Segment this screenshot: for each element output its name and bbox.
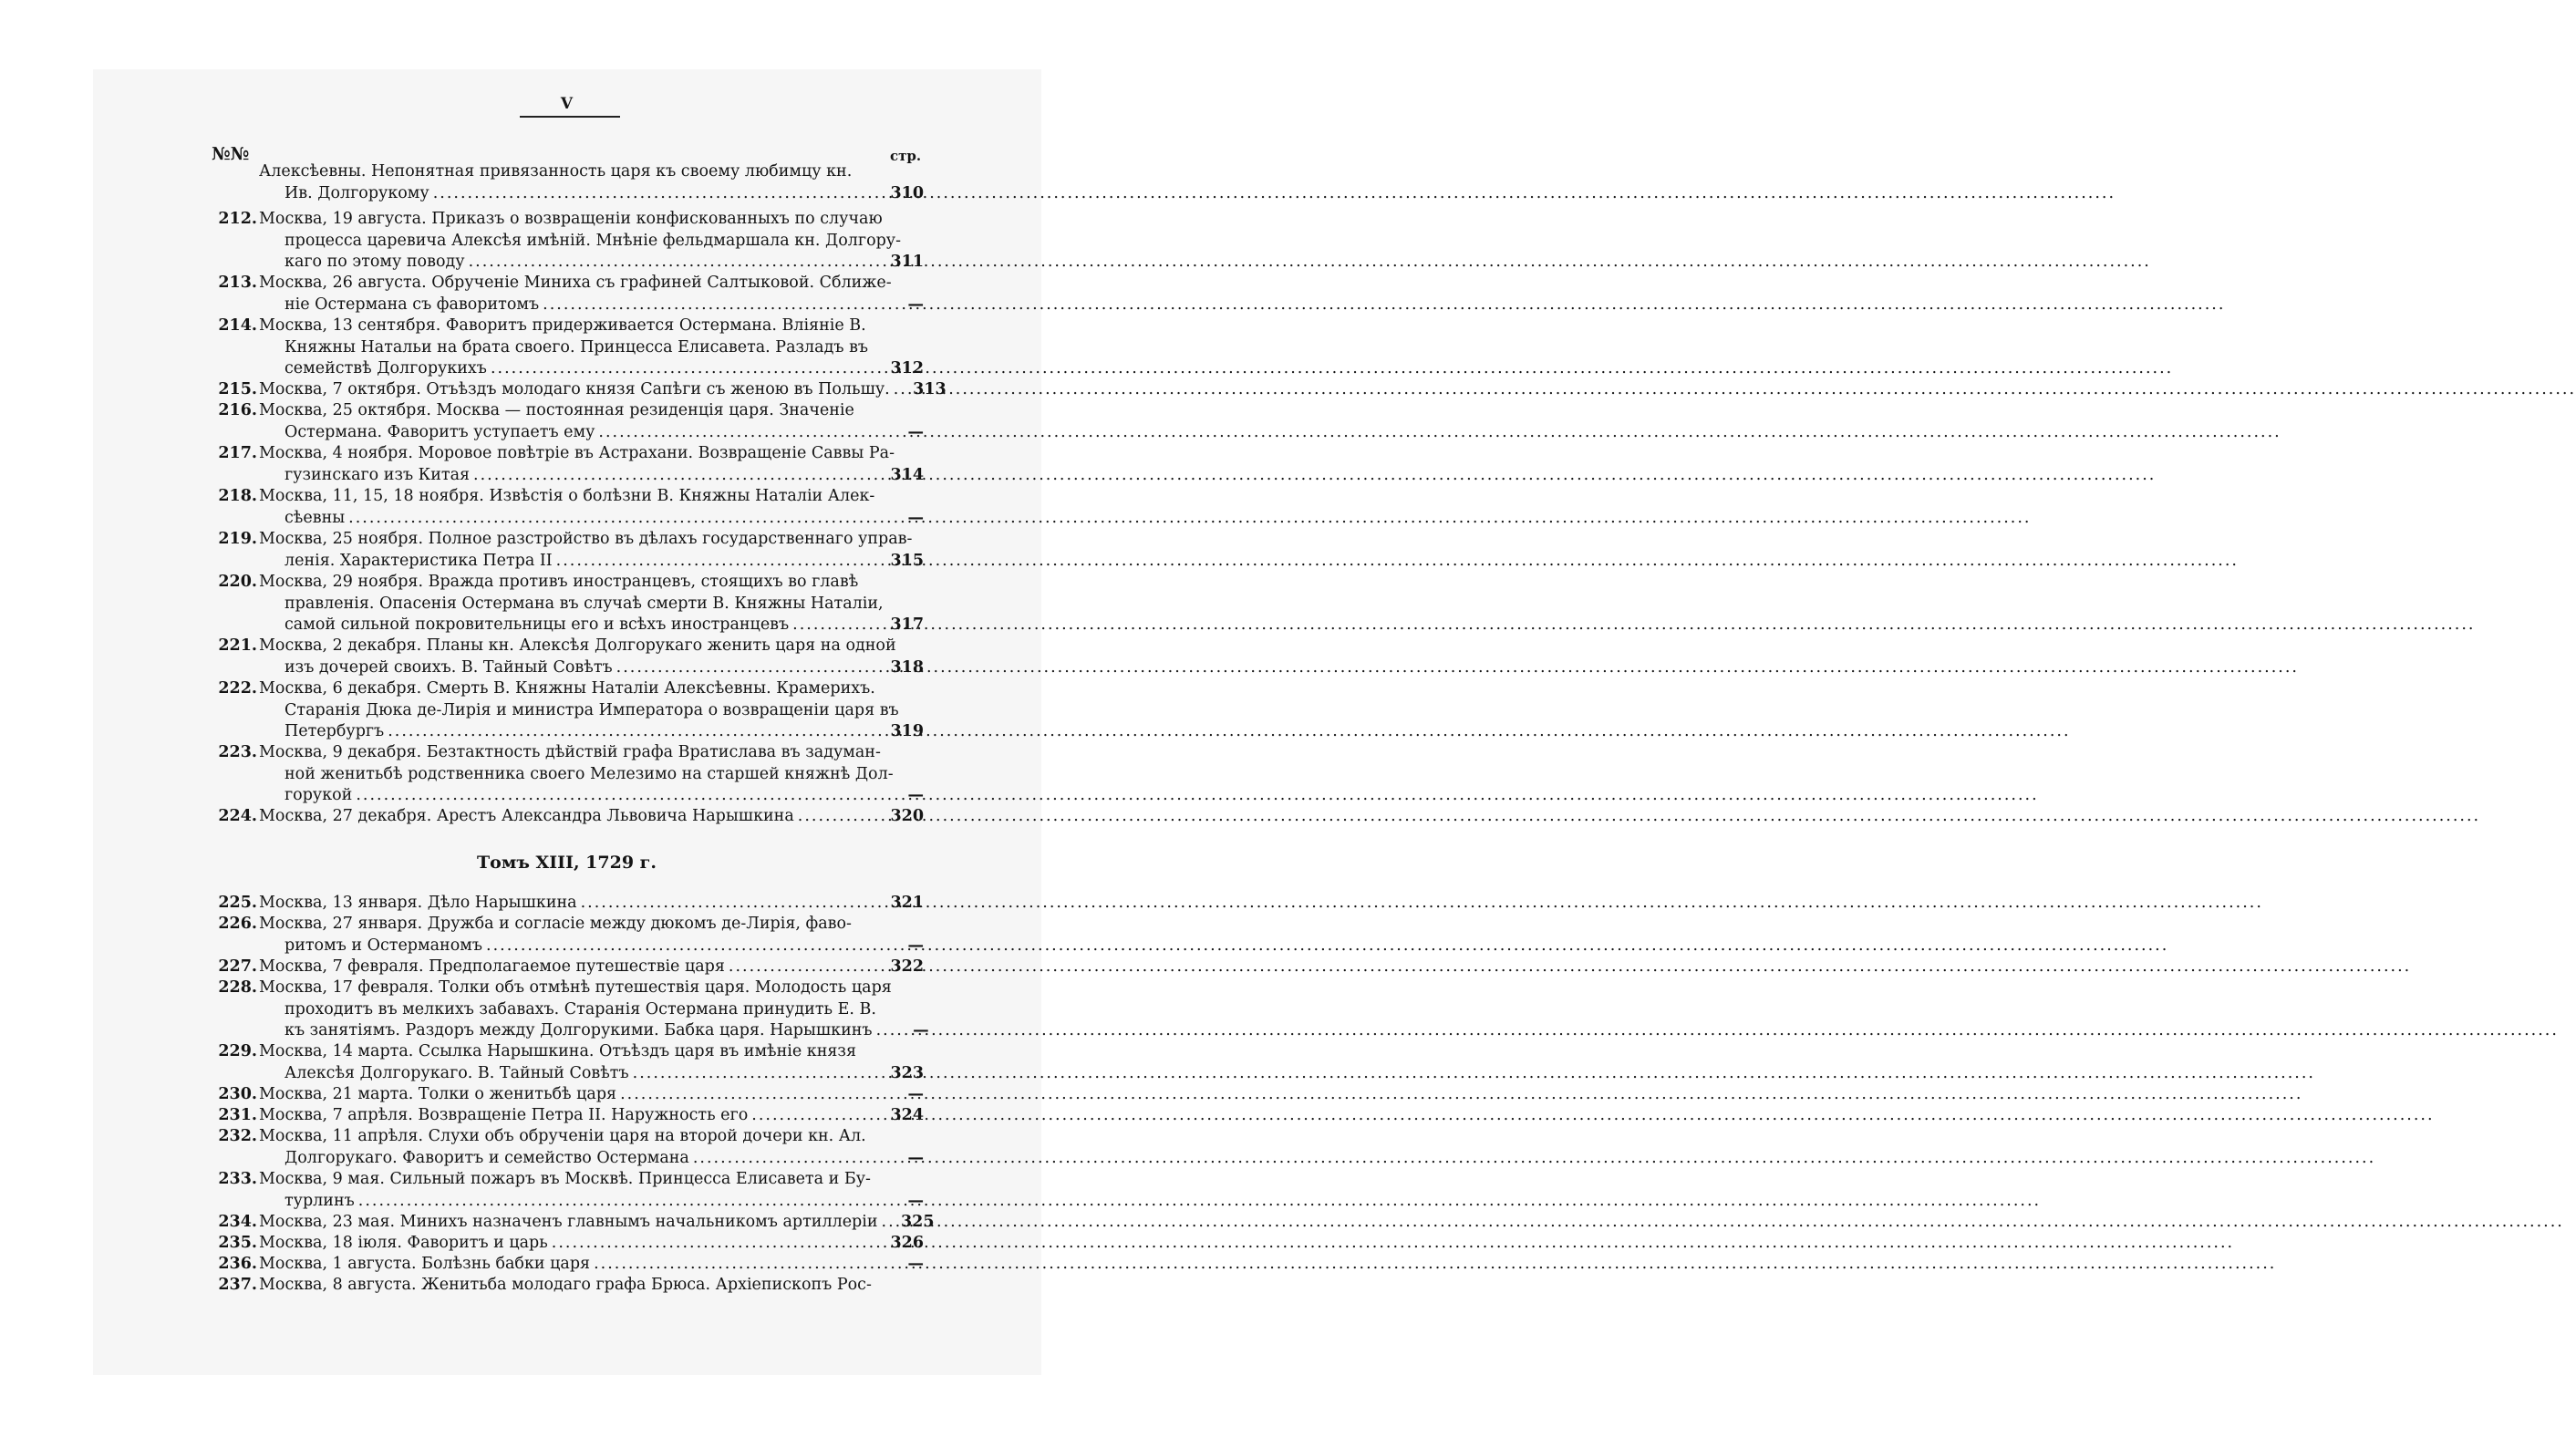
toc-entry [212, 379, 947, 401]
entry-number: 212. [218, 210, 257, 228]
entry-number: 214. [218, 316, 257, 335]
leader-dots [792, 615, 880, 636]
entry-line: Москва, 6 декабря. Смерть В. Княжны Наталіи Алексѣевны. Крамерихъ. [259, 679, 875, 698]
entry-line [284, 508, 924, 530]
entry-text: Москва, 18 іюля. Фаворитъ и царь [259, 1234, 548, 1252]
entry-line: Москва, 27 января. Дружба и согласіе между дюкомъ де-Лирія, фаво- [259, 915, 852, 933]
toc-entry [212, 636, 924, 678]
entry-line [259, 1254, 924, 1276]
entry-line: Москва, 29 ноября. Вражда противъ иностранцевъ, стоящихъ во главѣ [259, 573, 859, 591]
entry-line: Княжны Натальи на брата своего. Принцесса Елисавета. Разладъ въ [284, 337, 869, 357]
entry-page: 326 [890, 1234, 924, 1252]
entry-line [259, 1275, 924, 1297]
entry-page: 319 [890, 722, 924, 740]
entry-line [259, 1233, 924, 1255]
entry-line [284, 183, 924, 205]
entry-line [259, 806, 924, 828]
leader-dots [598, 422, 880, 444]
entry-number: 226. [218, 915, 257, 933]
header-rule [520, 116, 620, 118]
leader-dots [751, 1105, 880, 1127]
toc-entry [212, 1041, 924, 1084]
entry-number: 213. [218, 274, 257, 292]
entry-text: ритомъ и Остерманомъ [284, 936, 482, 955]
leader-dots [798, 806, 880, 828]
leader-dots [473, 465, 880, 487]
leader-dots [433, 183, 880, 205]
entry-line: Москва, 25 ноября. Полное разстройство въ дѣлахъ государственнаго управ- [259, 530, 913, 548]
entry-text: Ив. Долгорукому [284, 183, 429, 202]
entry-number: 233. [218, 1170, 257, 1188]
toc-entry [212, 209, 924, 274]
leader-dots [552, 1233, 880, 1255]
leader-dots [581, 893, 880, 915]
entry-line: Москва, 25 октября. Москва — постоянная резиденція царя. Значеніе [259, 401, 854, 419]
entry-text: ленія. Характеристика Петра II [284, 551, 553, 570]
leader-dots [616, 657, 880, 679]
entry-text: каго по этому поводу [284, 253, 465, 271]
section-title: Томъ XIII, 1729 г. [477, 853, 657, 873]
toc-entry [212, 678, 924, 743]
leader-dots [693, 1148, 880, 1170]
entry-page: 325 [900, 1213, 935, 1231]
leader-dots [633, 1063, 880, 1085]
entry-text: Долгорукаго. Фаворитъ и семейство Остермана [284, 1148, 689, 1167]
entry-number: 223. [218, 743, 257, 761]
entry-number: 231. [218, 1106, 257, 1124]
toc-entry [212, 742, 924, 807]
entry-line: проходитъ въ мелкихъ забавахъ. Старанія Остермана принудить Е. В. [284, 999, 876, 1019]
toc-entry [212, 572, 924, 636]
entry-page: — [913, 1021, 929, 1039]
leader-dots [388, 721, 880, 743]
entry-number: 225. [218, 894, 257, 912]
entry-page: 311 [890, 253, 924, 271]
entry-page: 313 [913, 380, 947, 398]
entry-number: 236. [218, 1255, 257, 1273]
entry-line: Старанія Дюка де-Лирія и министра Императора о возвращеніи царя въ [284, 700, 899, 719]
entry-text: Москва, 8 августа. Женитьба молодаго графа Брюса. Архіепископъ Рос- [259, 1276, 872, 1294]
toc-entry [212, 273, 924, 315]
entry-number: 230. [218, 1085, 257, 1103]
entry-line: Москва, 9 мая. Сильный пожаръ въ Москвѣ. Принцесса Елисавета и Бу- [259, 1170, 871, 1188]
entry-text: Москва, 13 января. Дѣло Нарышкина [259, 894, 577, 912]
toc-entry [212, 1126, 924, 1169]
toc-entry [212, 1212, 935, 1234]
entry-text: Москва, 1 августа. Болѣзнь бабки царя [259, 1255, 591, 1273]
entry-page: 317 [890, 615, 924, 634]
entry-line [284, 657, 924, 679]
toc-entry [212, 957, 924, 978]
entry-text: Москва, 7 апрѣля. Возвращеніе Петра II. Наружность его [259, 1106, 749, 1124]
leader-dots [876, 1020, 885, 1042]
entry-number: 224. [218, 807, 257, 825]
toc-entry [212, 1254, 924, 1276]
entry-page: 321 [890, 894, 924, 912]
entry-page: 323 [890, 1063, 924, 1082]
entry-line: Москва, 11 апрѣля. Слухи объ обрученіи царя на второй дочери кн. Ал. [259, 1127, 866, 1145]
entry-text: ніе Остермана съ фаворитомъ [284, 295, 540, 314]
leader-dots [486, 936, 880, 957]
entry-text: Москва, 27 декабря. Арестъ Александра Львовича Нарышкина [259, 807, 794, 825]
entry-line [284, 465, 924, 487]
entry-line: Москва, 11, 15, 18 ноября. Извѣстія о болѣзни В. Княжны Наталіи Алек- [259, 487, 875, 505]
toc-entry [212, 1084, 924, 1106]
entry-page: — [907, 422, 924, 441]
entry-text: Москва, 7 октября. Отъѣздъ молодаго князя Сапѣги съ женою въ Польшу. [259, 380, 890, 398]
entry-line: Москва, 19 августа. Приказъ о возвращеніи конфискованныхъ по случаю [259, 210, 883, 228]
entry-line: Москва, 4 ноября. Моровое повѣтріе въ Астрахани. Возвращеніе Саввы Ра- [259, 444, 895, 462]
entry-line: ной женитьбѣ родственника своего Мелезимо на старшей княжнѣ Дол- [284, 764, 894, 783]
entry-number: 217. [218, 444, 257, 462]
entry-line [259, 1105, 924, 1127]
leader-dots [729, 957, 880, 978]
entry-page: — [907, 508, 924, 527]
entry-number: 227. [218, 957, 257, 976]
entry-line: Москва, 9 декабря. Безтактность дѣйствій графа Вратислава въ задуман- [259, 743, 881, 761]
toc-entry [212, 1275, 924, 1297]
toc-entry [212, 893, 924, 915]
toc-entry [212, 977, 929, 1042]
leader-dots [356, 785, 880, 807]
entry-line: Москва, 26 августа. Обрученіе Миниха съ графиней Салтыковой. Сближе- [259, 274, 892, 292]
toc-entry [212, 400, 924, 443]
toc-entry [212, 486, 924, 529]
leader-dots [620, 1084, 880, 1106]
entry-number: 237. [218, 1276, 257, 1294]
entry-number: 215. [218, 380, 257, 398]
leader-dots [358, 1191, 880, 1213]
column-header-number: №№ [212, 144, 250, 164]
leader-dots [491, 358, 880, 380]
leader-dots [469, 252, 880, 274]
entry-text: изъ дочерей своихъ. В. Тайный Совѣтъ [284, 657, 613, 677]
entry-line: процесса царевича Алексѣя имѣній. Мнѣніе фельдмаршала кн. Долгору- [284, 231, 902, 250]
entry-line [284, 785, 924, 807]
toc-entry [212, 1105, 924, 1127]
toc-entry [212, 529, 924, 572]
entry-page: — [907, 295, 924, 314]
entry-page: — [907, 1148, 924, 1167]
entry-text: Остермана. Фаворитъ уступаетъ ему [284, 422, 595, 441]
entry-number: 216. [218, 401, 257, 419]
entry-number: 232. [218, 1127, 257, 1145]
page-number: V [560, 95, 574, 113]
entry-text: самой сильной покровительницы его и всѣхъ иностранцевъ [284, 615, 790, 634]
entry-line [284, 252, 924, 274]
entry-page: 322 [890, 957, 924, 976]
entry-line [284, 295, 924, 316]
entry-text: Петербургъ [284, 722, 385, 740]
entry-text: сѣевны [284, 508, 346, 527]
entry-line [259, 1084, 924, 1106]
entry-line: Алексѣевны. Непонятная привязанность царя къ своему любимцу кн. [259, 162, 853, 181]
entry-line [284, 1191, 924, 1213]
entry-line: правленія. Опасенія Остермана въ случаѣ смерти В. Княжны Наталіи, [284, 594, 884, 613]
toc-entry [212, 806, 924, 828]
entry-number: 220. [218, 573, 257, 591]
entry-text: Москва, 7 февраля. Предполагаемое путешествіе царя [259, 957, 725, 976]
leader-dots [894, 379, 903, 401]
toc-entry [212, 1233, 924, 1255]
entry-page: 324 [890, 1106, 924, 1124]
entry-page: 315 [890, 551, 924, 570]
entry-text: Москва, 23 мая. Минихъ назначенъ главнымъ начальникомъ артиллеріи [259, 1213, 878, 1231]
entry-line [284, 422, 924, 444]
entry-page: 314 [890, 465, 924, 484]
entry-text: турлинъ [284, 1191, 355, 1210]
entry-line [284, 1148, 924, 1170]
toc-entry [212, 315, 924, 380]
entry-number: 228. [218, 978, 257, 997]
leader-dots [882, 1212, 891, 1234]
entry-line [284, 358, 924, 380]
entry-text: къ занятіямъ. Раздоръ между Долгорукими. Бабка царя. Нарышкинъ [284, 1021, 873, 1039]
entry-line [284, 615, 924, 636]
entry-page: — [907, 786, 924, 804]
toc-entry [212, 914, 924, 957]
entry-line [259, 957, 924, 978]
entry-line: Москва, 13 сентября. Фаворитъ придерживается Остермана. Вліяніе В. [259, 316, 866, 335]
entry-line: Москва, 17 февраля. Толки объ отмѣнѣ путешествія царя. Молодость царя [259, 978, 892, 997]
entry-number: 218. [218, 487, 257, 505]
toc-entry [212, 1169, 924, 1212]
toc-entry [212, 161, 924, 204]
entry-line [284, 1063, 924, 1085]
leader-dots [543, 295, 880, 316]
leader-dots [556, 551, 880, 573]
entry-text: гузинскаго изъ Китая [284, 465, 471, 484]
entry-page: — [907, 1255, 924, 1273]
entry-text: семействѣ Долгорукихъ [284, 359, 487, 378]
entry-page: — [907, 1191, 924, 1210]
entry-number: 235. [218, 1234, 257, 1252]
entry-text: Москва, 21 марта. Толки о женитьбѣ царя [259, 1085, 617, 1103]
entry-number: 219. [218, 530, 257, 548]
toc-entry [212, 443, 924, 486]
entry-text: горукой [284, 786, 353, 804]
entry-page: 312 [890, 359, 924, 378]
entry-line [259, 379, 947, 401]
entry-page: 310 [890, 183, 924, 202]
entry-page: 318 [890, 657, 924, 677]
entry-text: Алексѣя Долгорукаго. В. Тайный Совѣтъ [284, 1063, 629, 1082]
entry-line [284, 721, 924, 743]
column-header-page: стр. [890, 148, 922, 164]
entry-page: 320 [890, 807, 924, 825]
entry-line [259, 893, 924, 915]
entry-line [284, 936, 924, 957]
leader-dots [594, 1254, 880, 1276]
entry-page: — [907, 1085, 924, 1103]
entry-number: 229. [218, 1042, 257, 1060]
entry-line: Москва, 14 марта. Ссылка Нарышкина. Отъѣздъ царя въ имѣніе князя [259, 1042, 857, 1060]
leader-dots [348, 508, 880, 530]
entry-number: 234. [218, 1213, 257, 1231]
entry-number: 222. [218, 679, 257, 698]
entry-line [259, 1212, 935, 1234]
entry-line [284, 551, 924, 573]
entry-page: — [907, 936, 924, 955]
entry-line: Москва, 2 декабря. Планы кн. Алексѣя Долгорукаго женить царя на одной [259, 636, 896, 655]
entry-line [284, 1020, 929, 1042]
entry-number: 221. [218, 636, 257, 655]
